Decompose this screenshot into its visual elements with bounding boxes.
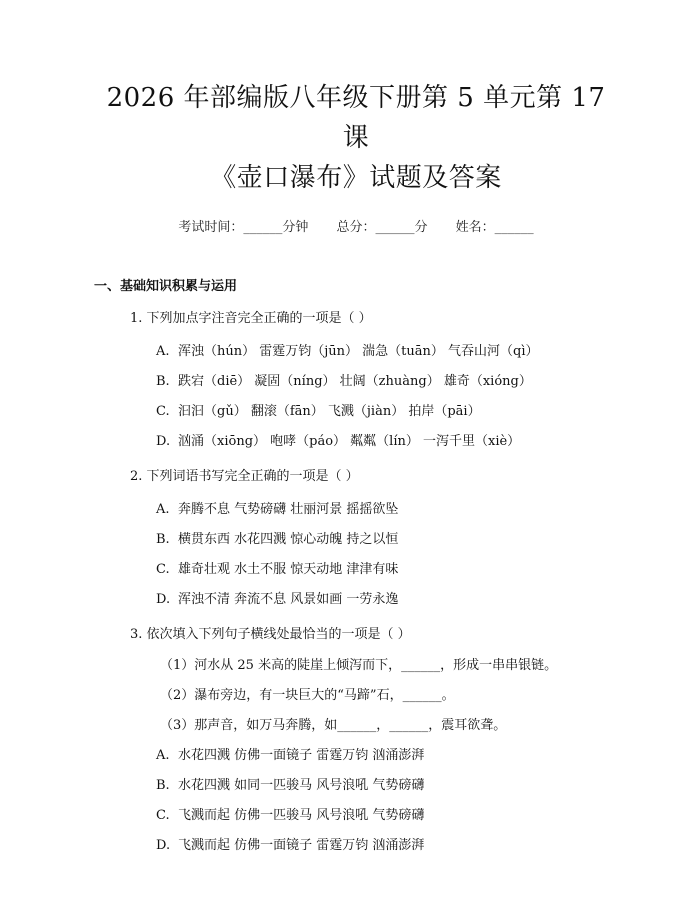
option-text: 雄奇壮观 水土不服 惊天动地 津津有味: [178, 562, 399, 577]
option-letter: B.: [156, 374, 170, 389]
option-letter: D.: [156, 434, 171, 449]
question-options: [156, 746, 612, 856]
question-stem: 2. 下列词语书写完全正确的一项是（ ）: [130, 469, 359, 484]
question-options: [156, 500, 612, 610]
option-a: [156, 342, 612, 362]
option-text: 浑浊不清 奔流不息 风景如画 一劳永逸: [178, 592, 399, 607]
option-text: 汩汩（gǔ） 翻滚（fān） 飞溅（jiàn） 拍岸（pāi）: [178, 404, 481, 419]
question-stem: 1. 下列加点字注音完全正确的一项是（ ）: [130, 311, 372, 326]
section-heading: 一、基础知识积累与运用: [94, 279, 238, 294]
question-options: [156, 342, 612, 452]
option-letter: B.: [156, 532, 170, 547]
sentence-3: （3）那声音，如万马奔腾，如______，______，震耳欲聋。: [160, 718, 507, 733]
sentence-1: （1）河水从 25 米高的陡崖上倾泻而下，______，形成一串串银链。: [160, 658, 558, 673]
option-b: [156, 776, 612, 796]
title-line-2: 《壶口瀑布》试题及答案: [210, 163, 502, 193]
option-d: [156, 836, 612, 856]
option-text: 飞溅而起 仿佛一匹骏马 风号浪吼 气势磅礴: [178, 808, 425, 823]
option-text: 汹涌（xiōng） 咆哮（páo） 粼粼（lín） 一泻千里（xiè）: [178, 434, 521, 449]
fill-in-sentences: [160, 656, 612, 736]
page-title: [100, 78, 612, 198]
option-text: 奔腾不息 气势磅礴 壮丽河景 摇摇欲坠: [178, 502, 399, 517]
title-line-1: 2026 年部编版八年级下册第 5 单元第 17 课: [106, 83, 606, 153]
option-letter: A.: [156, 344, 170, 359]
option-letter: A.: [156, 502, 170, 517]
option-a: [156, 500, 612, 520]
option-text: 水花四溅 如同一匹骏马 风号浪吼 气势磅礴: [178, 778, 425, 793]
option-letter: C.: [156, 808, 170, 823]
option-text: 水花四溅 仿佛一面镜子 雷霆万钧 汹涌澎湃: [178, 748, 425, 763]
student-name-field: 姓名：______: [455, 220, 534, 235]
total-score-field: 总分：______分: [336, 220, 428, 235]
option-text: 横贯东西 水花四溅 惊心动魄 持之以恒: [178, 532, 399, 547]
option-d: [156, 590, 612, 610]
option-letter: B.: [156, 778, 170, 793]
option-letter: D.: [156, 838, 171, 853]
option-c: [156, 806, 612, 826]
option-d: [156, 432, 612, 452]
exam-time-field: 考试时间：______分钟: [178, 220, 309, 235]
exam-meta: [100, 216, 612, 235]
question-stem: 3. 依次填入下列句子横线处最恰当的一项是（ ）: [130, 627, 411, 642]
option-letter: C.: [156, 562, 170, 577]
question-1: [130, 308, 612, 452]
option-c: [156, 402, 612, 422]
sentence-2: （2）瀑布旁边，有一块巨大的“马蹄”石，______。: [160, 688, 455, 703]
option-text: 浑浊（hún） 雷霆万钧（jūn） 湍急（tuān） 气吞山河（qì）: [178, 344, 539, 359]
question-2: [130, 466, 612, 610]
option-letter: A.: [156, 748, 170, 763]
option-letter: D.: [156, 592, 171, 607]
option-b: [156, 372, 612, 392]
question-3: [130, 624, 612, 856]
option-b: [156, 530, 612, 550]
option-text: 跌宕（diē） 凝固（níng） 壮阔（zhuàng） 雄奇（xióng）: [178, 374, 532, 389]
option-letter: C.: [156, 404, 170, 419]
option-a: [156, 746, 612, 766]
option-text: 飞溅而起 仿佛一面镜子 雷霆万钧 汹涌澎湃: [178, 838, 425, 853]
option-c: [156, 560, 612, 580]
